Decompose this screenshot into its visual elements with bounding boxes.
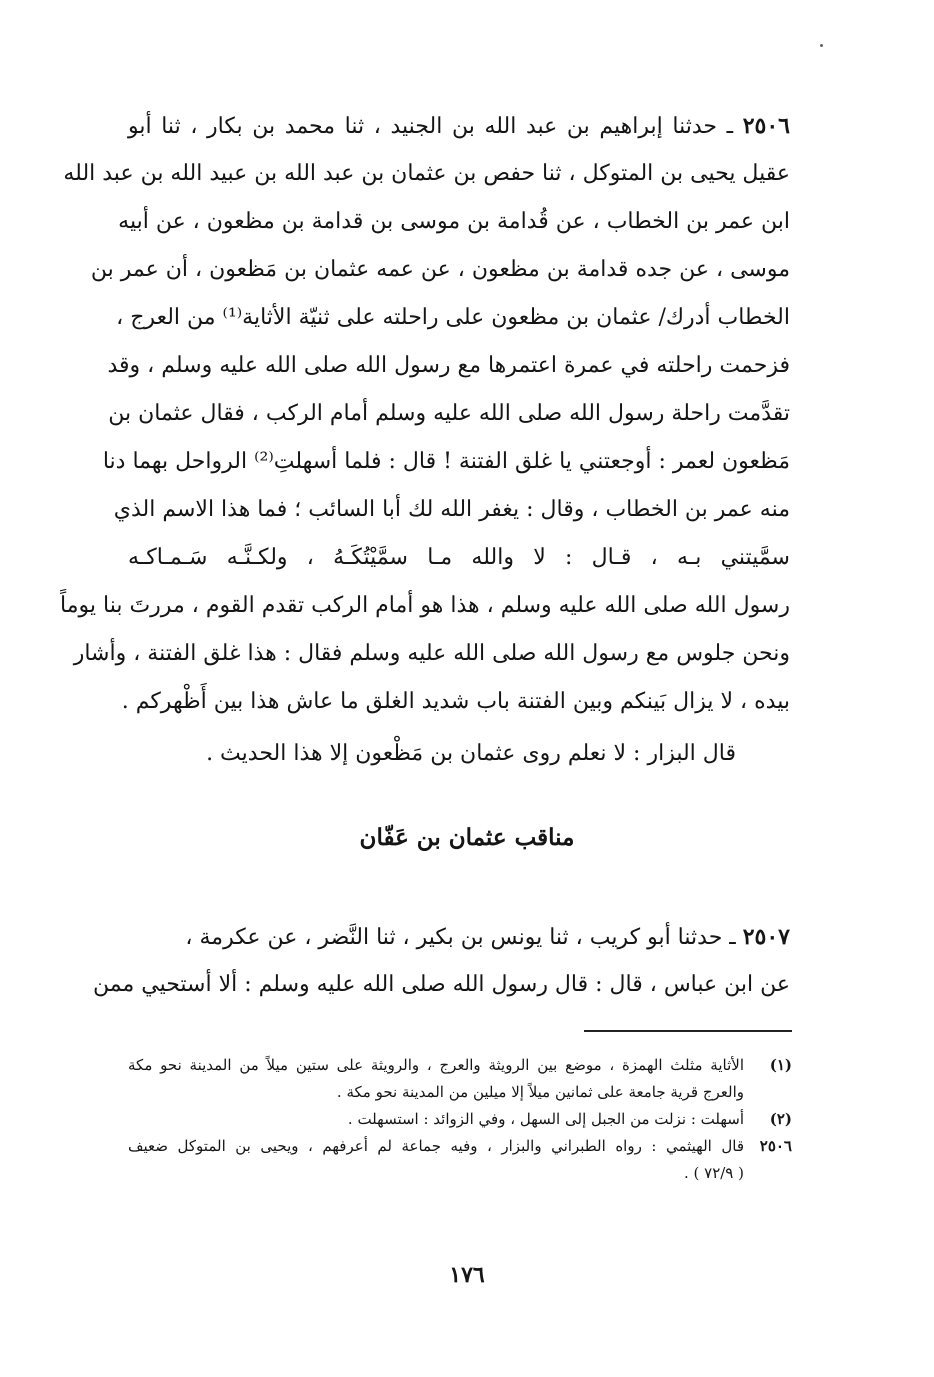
footnote-line: والعرج قرية جامعة على ثمانين ميلاً إلا ميلين من المدينة نحو مكة . — [336, 1083, 744, 1101]
hadith-line: ونحن جلوس مع رسول الله صلى الله عليه وسلم فقال : هذا غلق الفتنة ، وأشار — [73, 641, 790, 666]
hadith-line: عقيل يحيى بن المتوكل ، ثنا حفص بن عثمان بن عبد الله بن عبيد الله بن عبد الله — [63, 161, 790, 186]
hadith-line: ابن عمر بن الخطاب ، عن قُدامة بن موسى بن قدامة بن مظعون ، عن أبيه — [118, 209, 790, 234]
hadith-line: سمَّيتني بـه ، قـال : لا والله مـا سمَّيْتُكَـهُ ، ولكـنَّـه سَـمـاكـه — [128, 545, 790, 570]
hadith-line: بيده ، لا يزال بَينكم وبين الفتنة باب شديد الغلق ما عاش هذا بين أَظْهركم . — [121, 689, 790, 714]
footnote-body — [128, 1106, 744, 1133]
footnote-separator — [584, 1030, 792, 1032]
footnote-2506 — [128, 1133, 792, 1187]
footnote-body — [128, 1133, 744, 1187]
footnote-marker: ٢٥٠٦ — [759, 1137, 792, 1155]
footnote-line: الأثاية مثلث الهمزة ، موضع بين الرويثة والعرج ، والرويثة على ستين ميلاً من المدينة نحو مكة — [128, 1056, 744, 1074]
hadith-2507 — [93, 913, 790, 1009]
page-number: ١٧٦ — [449, 1262, 485, 1288]
hadith-line: منه عمر بن الخطاب ، وقال : يغفر الله لك أبا السائب ؛ فما هذا الاسم الذي — [113, 497, 790, 522]
hadith-number: ٢٥٠٧ — [742, 924, 790, 950]
footnote-line: قال الهيثمي : رواه الطبراني والبزار ، وفيه جماعة لم أعرفهم ، ويحيى بن المتوكل ضعيف — [128, 1137, 744, 1155]
hadith-line: رسول الله صلى الله عليه وسلم ، هذا هو أمام الركب تقدم القوم ، مررتَ بنا يوماً — [60, 593, 790, 618]
footnote-body — [128, 1052, 744, 1106]
footnote-2 — [128, 1106, 792, 1133]
hadith-line: تقدَّمت راحلة رسول الله صلى الله عليه وسلم أمام الركب ، فقال عثمان بن — [108, 401, 790, 426]
footnotes — [128, 1052, 792, 1187]
footnote-line: أسهلت : نزلت من الجبل إلى السهل ، وفي الزوائد : استسهلت . — [347, 1110, 744, 1128]
footnote-1 — [128, 1052, 792, 1106]
footnote-marker: (٢) — [769, 1110, 792, 1128]
hadith-2506 — [60, 102, 790, 726]
hadith-number: ٢٥٠٦ — [742, 113, 790, 139]
bazzar-note: قال البزار : لا نعلم روى عثمان بن مَظْعون إلا هذا الحديث . — [206, 741, 736, 766]
footnote-line: ( ٧٢/٩ ) . — [683, 1164, 744, 1182]
hadith-line: ٢٥٠٧ ـ حدثنا أبو كريب ، ثنا يونس بن بكير ، ثنا النَّضر ، عن عكرمة ، — [185, 924, 790, 950]
hadith-line: ٢٥٠٦ ـ حدثنا إبراهيم بن عبد الله بن الجنيد ، ثنا محمد بن بكار ، ثنا أبو — [128, 113, 790, 139]
hadith-line: عن ابن عباس ، قال : قال رسول الله صلى الله عليه وسلم : ألا أستحيي ممن — [93, 972, 790, 997]
scan-speck — [820, 44, 823, 47]
footnote-marker: (١) — [769, 1056, 792, 1074]
hadith-line: موسى ، عن جده قدامة بن مظعون ، عن عمه عثمان بن مَظعون ، أن عمر بن — [90, 257, 790, 282]
section-title: مناقب عثمان بن عَفّان — [359, 824, 575, 851]
hadith-line: فزحمت راحلته في عمرة اعتمرها مع رسول الله صلى الله عليه وسلم ، وقد — [107, 353, 790, 378]
hadith-line: مَظعون لعمر : أوجعتني يا غلق الفتنة ! قال : فلما أسهلتِ⁽²⁾ الرواحل بهما دنا — [102, 449, 790, 474]
hadith-line: الخطاب أدرك/ عثمان بن مظعون على راحلته على ثنيّة الأثاية⁽¹⁾ من العرج ، — [116, 305, 790, 330]
